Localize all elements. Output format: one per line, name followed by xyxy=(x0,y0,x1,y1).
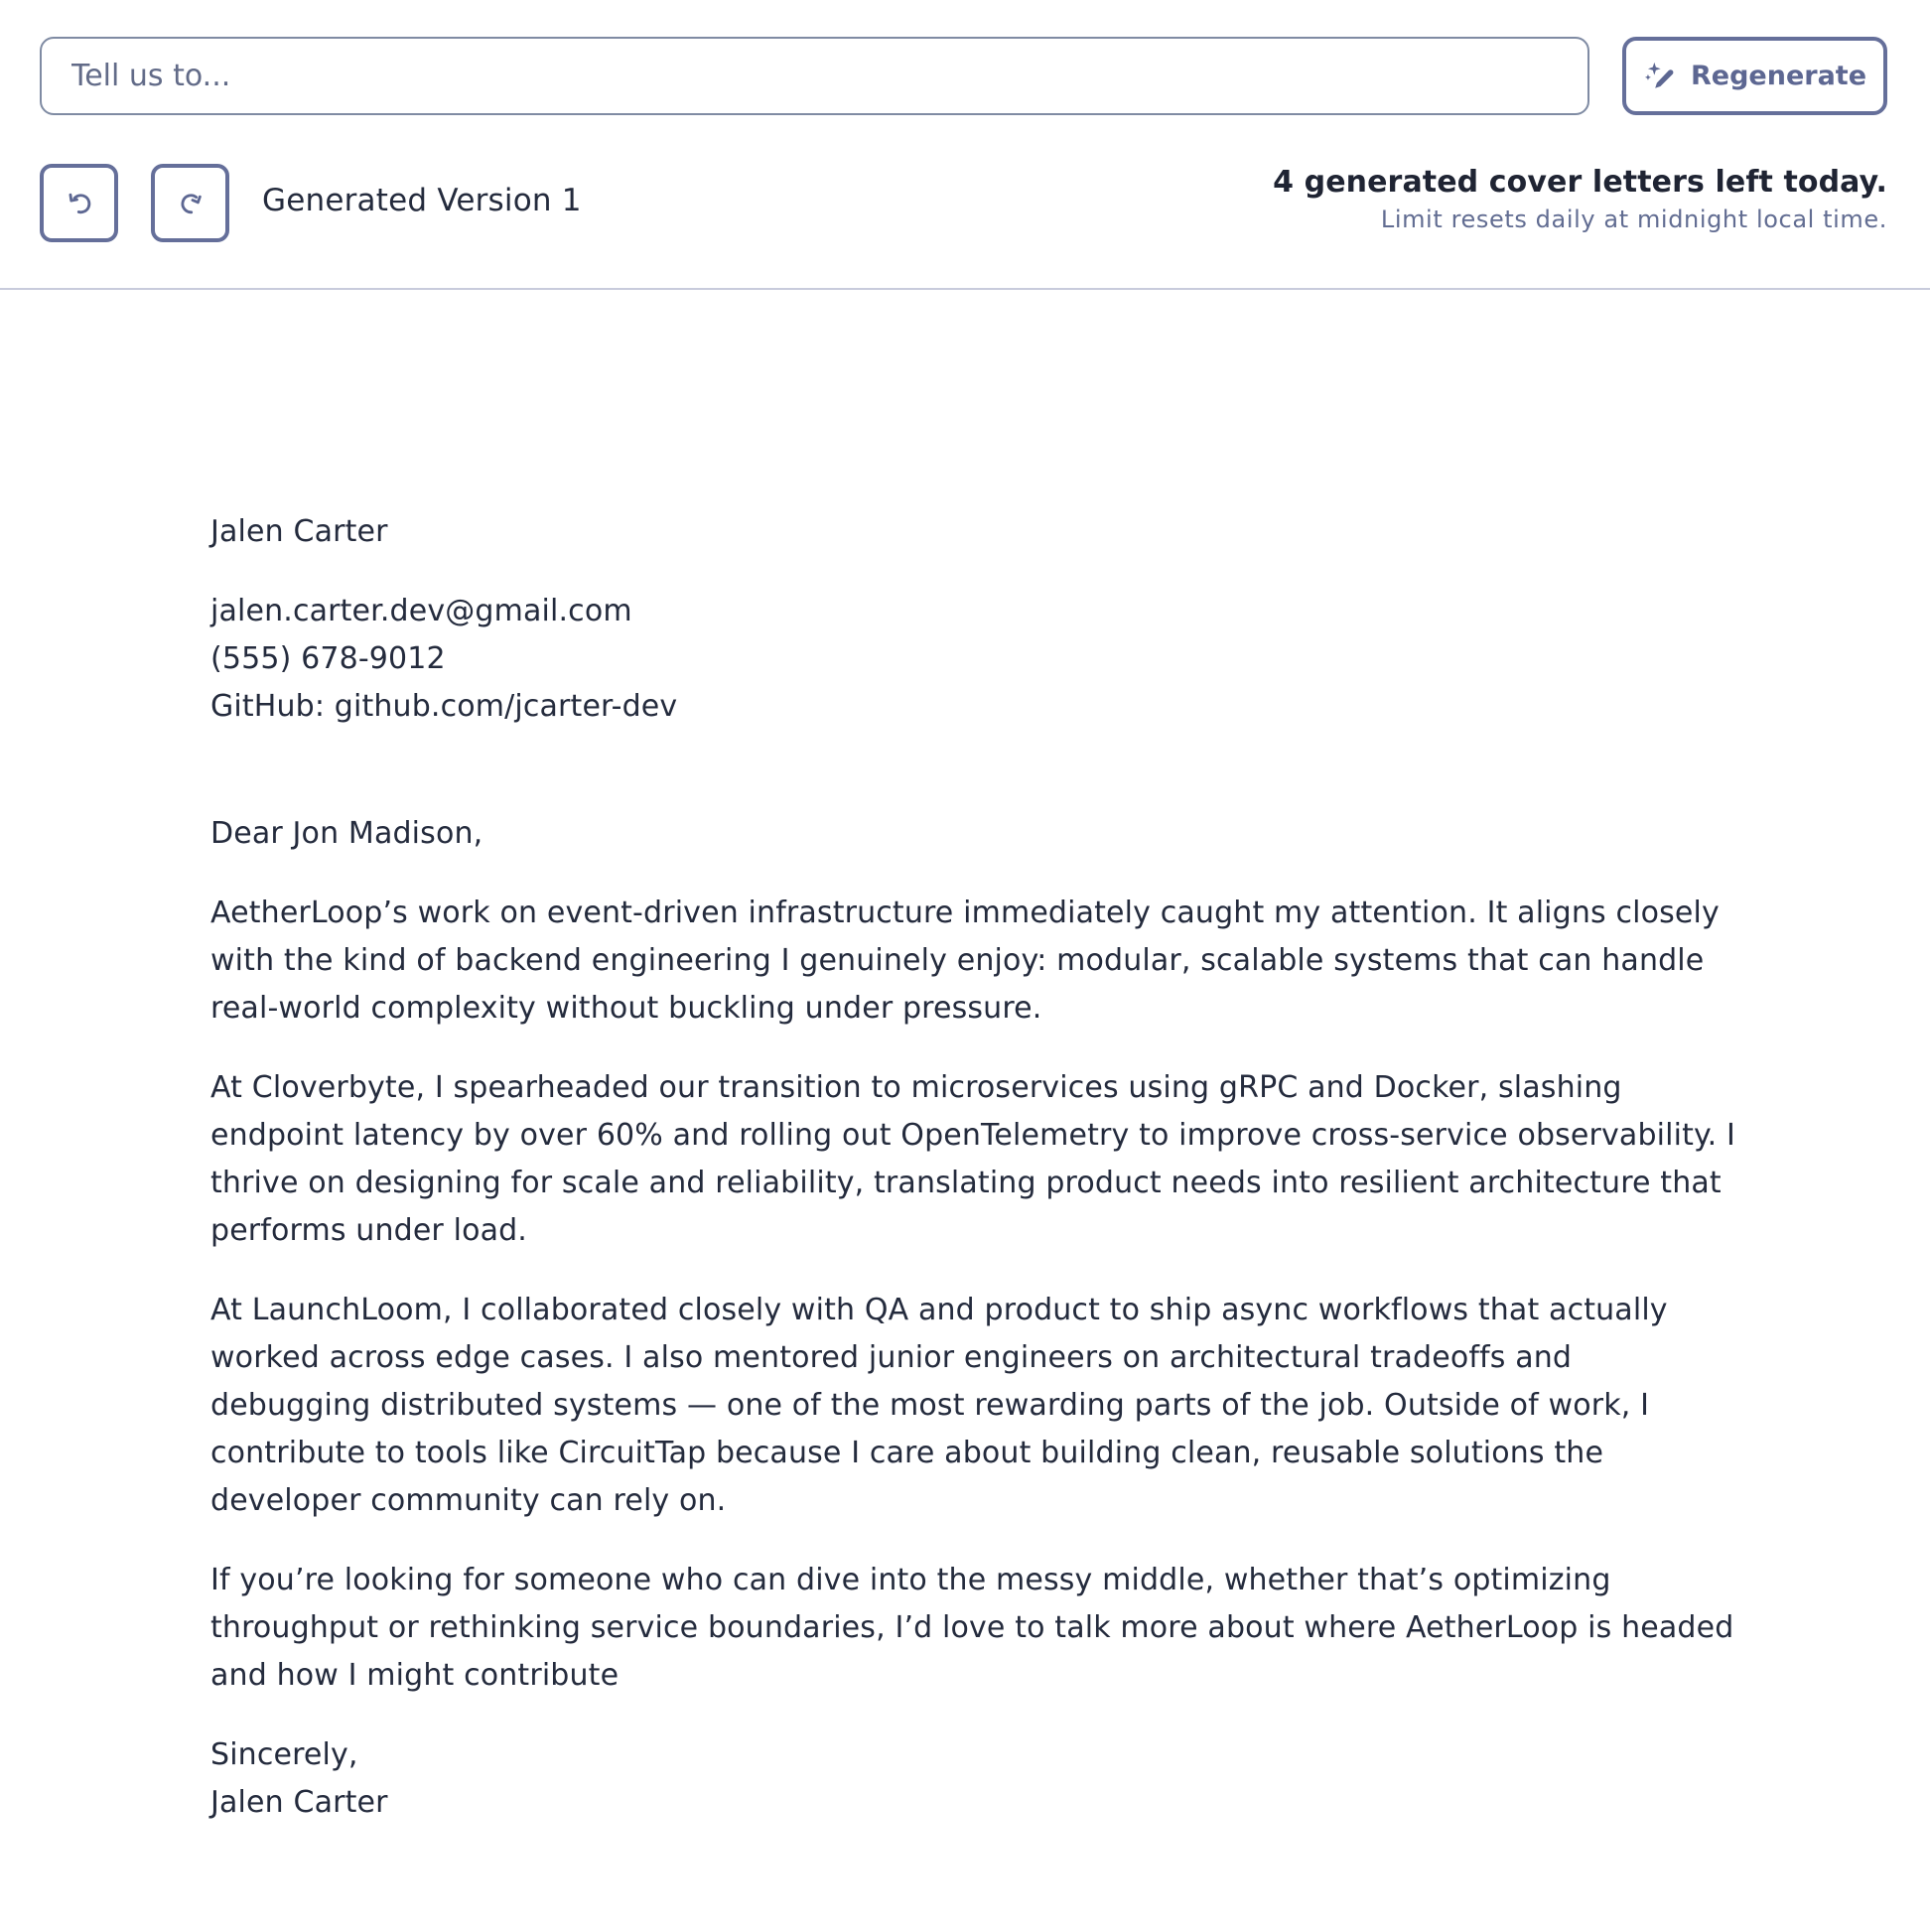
undo-button[interactable] xyxy=(40,164,118,242)
body-paragraph: At LaunchLoom, I collaborated closely with QA and product to ship async workflows that actually worked across edge cases. I also mentored junior engineers on architectural tradeoffs and debugging distributed systems — one of the most rewarding parts of the job. Outside of work, I contribute to tools like CircuitTap because I care about building clean, reusable solutions the developer community can rely on. xyxy=(210,1293,1668,1518)
contact-info xyxy=(210,588,1739,731)
prompt-input[interactable] xyxy=(40,37,1589,115)
sparkle-pencil-icon xyxy=(1643,60,1677,93)
sender-name: Jalen Carter xyxy=(210,514,388,549)
generation-limit-info xyxy=(1273,165,1887,233)
toolbar xyxy=(0,0,1930,289)
signoff xyxy=(210,1731,1739,1827)
body-paragraph: At Cloverbyte, I spearheaded our transition to microservices using gRPC and Docker, slashing endpoint latency by over 60% and rolling out OpenTelemetry to improve cross-service observability. I thrive on designing for scale and reliability, translating product needs into resilient architecture that performs under load. xyxy=(210,1070,1736,1248)
signature: Jalen Carter xyxy=(210,1785,388,1820)
body-paragraph: AetherLoop’s work on event-driven infrastructure immediately caught my attention. It aligns closely with the kind of backend engineering I genuinely enjoy: modular, scalable systems that can handle real-world complexity without buckling under pressure. xyxy=(210,896,1720,1026)
closing: Sincerely, xyxy=(210,1737,358,1772)
undo-icon xyxy=(63,187,96,220)
remaining-count-text: 4 generated cover letters left today. xyxy=(1273,165,1887,200)
sender-email: jalen.carter.dev@gmail.com xyxy=(210,594,632,628)
redo-button[interactable] xyxy=(151,164,229,242)
sender-github: GitHub: github.com/jcarter-dev xyxy=(210,689,678,724)
limit-reset-note: Limit resets daily at midnight local time. xyxy=(1380,206,1887,233)
sender-phone: (555) 678-9012 xyxy=(210,641,446,676)
regenerate-label: Regenerate xyxy=(1690,61,1867,91)
cover-letter xyxy=(210,508,1739,1827)
header-divider xyxy=(0,288,1930,290)
regenerate-button[interactable] xyxy=(1622,37,1887,115)
greeting: Dear Jon Madison, xyxy=(210,816,483,851)
body-paragraph: If you’re looking for someone who can dive into the messy middle, whether that’s optimizing throughput or rethinking service boundaries, I’d love to talk more about where AetherLoop is headed and how I might contribute xyxy=(210,1563,1734,1693)
version-label: Generated Version 1 xyxy=(262,183,582,218)
redo-icon xyxy=(174,187,207,220)
